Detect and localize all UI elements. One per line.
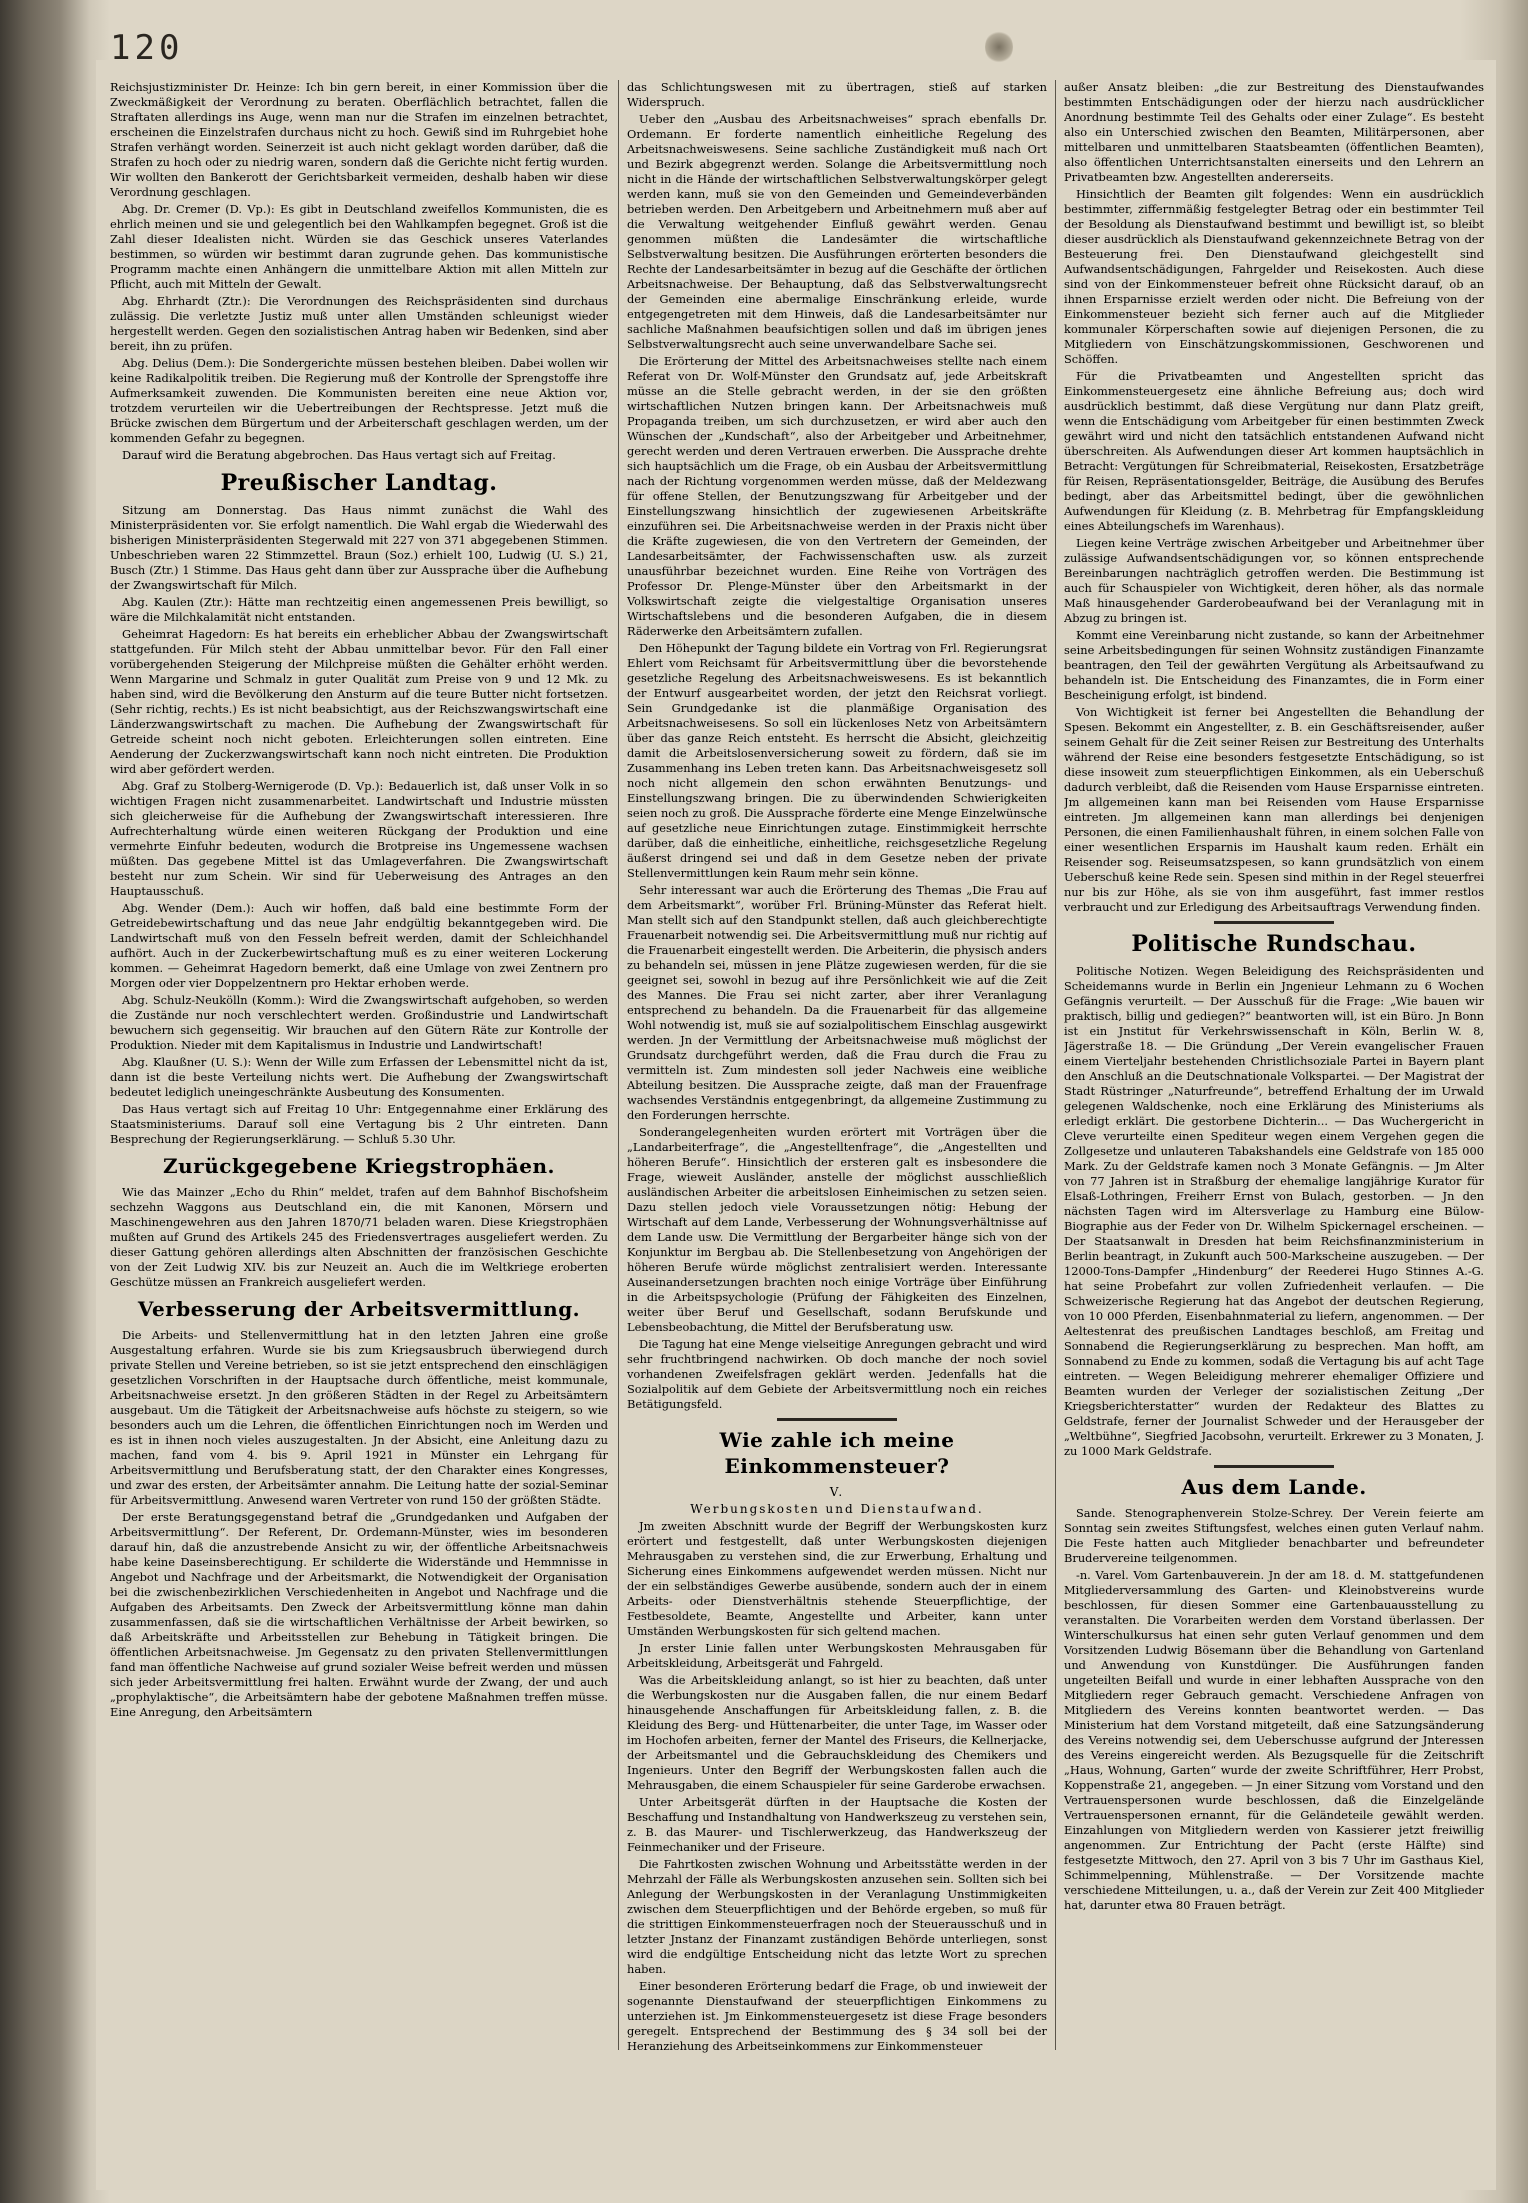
paragraph: Ueber den „Ausbau des Arbeitsnachweises“ sprach ebenfalls Dr. Ordemann. Er forderte namentlich einheitliche Regelung des Arbeitsnachweiswesens. Seine sachliche Zuständigkeit muß nach Ort und Bezirk abgegrenzt werden. Solange die Arbeitsvermittlung noch nicht in die Hände der wirtschaftlichen Selbstverwaltungskörper gelegt werden kann, muß sie von den Gemeinden und Gemeindeverbänden betrieben werden. Den Arbeitgebern und Arbeitnehmern muß aber auf die Verwaltung weitgehender Einfluß gewährt werden. Genau genommen müßten die Landesämter die wirtschaftliche Selbstverwaltung besitzen. Die Ausführungen erörterten besonders die Rechte der Landesarbeitsämter in bezug auf die Geschäfte der örtlichen Arbeitsnachweise. Der Behauptung, daß das Selbstverwaltungsrecht der Gemeinden eine abermalige Einschränkung erleide, wurde entgegengetreten mit dem Hinweis, daß die Landesarbeitsämter nur sachliche Maßnahmen beaufsichtigen sollen und daß im übrigen jenes Selbstverwaltungsrecht auch seine unverwandelbare Sache sei. bbox=[627, 112, 1047, 351]
paragraph: Sonderangelegenheiten wurden erörtert mit Vorträgen über die „Landarbeiterfrage“, die „Angestelltenfrage“, die „Angestellten und höheren Berufe“. Hinsichtlich der ersteren galt es insbesondere die Frage, wieweit Ausländer, anstelle der möglichst ausschließlich ausländischen Arbeiter die arbeitslosen Einheimischen zu setzen seien. Dazu stellen jedoch viele Voraussetzungen nötig: Hebung der Wirtschaft auf dem Lande, Verbesserung der Wohnungsverhältnisse auf dem Lande usw. Die Vermittlung der Bergarbeiter hänge sich von der Konjunktur im Bergbau ab. Die Stellenbesetzung von Angehörigen der höheren Berufe würde möglichst zentralisiert werden. Interessante Auseinandersetzungen brachten noch einige Vorträge über Einführung in die Arbeitspsychologie (Prüfung der Fähigkeiten des Einzelnen, weiter über Beruf und Gesellschaft, sodann Berufskunde und Lebensbeobachtung, die Mittel der Berufsberatung usw. bbox=[627, 1125, 1047, 1334]
headline-kriegstrophaeen: Zurückgegebene Kriegstrophäen. bbox=[163, 1154, 555, 1178]
paragraph: Abg. Delius (Dem.): Die Sondergerichte müssen bestehen bleiben. Dabei wollen wir keine Radikalpolitik treiben. Die Regierung muß der Kontrolle der Sprengstoffe ihre Aufmerksamkeit zuwenden. Die Kommunisten bereiten eine neue Aktion vor, trotzdem verurteilen wir die Uebertreibungen der Rechtspresse. Jetzt muß die Brücke zwischen dem Bürgertum und der Arbeiterschaft geschlagen werden, um der kommenden Gefahr zu begegnen. bbox=[110, 356, 608, 445]
paragraph: Geheimrat Hagedorn: Es hat bereits ein erheblicher Abbau der Zwangswirtschaft stattgefunden. Für Milch steht der Abbau unmittelbar bevor. Für den Fall einer vorübergehenden Steigerung der Milchpreise müßten die Gehälter erhöht werden. Wenn Margarine und Schmalz in guter Qualität zum Preise von 9 und 12 Mk. zu haben sind, wird die Bevölkerung den Ansturm auf die teure Butter nicht fortsetzen. (Sehr richtig, rechts.) Es ist nicht beabsichtigt, aus der Reichszwangswirtschaft eine Länderzwangswirtschaft zu machen. Die Aufhebung der Zwangswirtschaft für Getreide scheint noch nicht geboten. Erleichterungen sollen eintreten. Eine Aenderung der Zuckerzwangswirtschaft kann noch nicht eintreten. Die Produktion wird aber gefördert werden. bbox=[110, 627, 608, 776]
paragraph: Von Wichtigkeit ist ferner bei Angestellten die Behandlung der Spesen. Bekommt ein Angestellter, z. B. ein Geschäftsreisender, außer seinem Gehalt für die Zeit seiner Reisen zur Bestreitung des Unterhalts während der Reise eine besonders festgesetzte Entschädigung, so ist diese insoweit zum steuerpflichtigen Einkommen, als ein Ueberschuß dadurch verbleibt, daß die Reisenden vom Hause Ersparnisse eintreten. Jm allgemeinen kann man bei Reisenden vom Hause Ersparnisse eintreten. Jm allgemeinen kann man allerdings bei denjenigen Personen, die einen Familienhaushalt führen, in einem solchen Falle von einer wesentlichen Ersparnis im Haushalt kaum reden. Erhält ein Reisender sog. Reiseumsatzspesen, so kann grundsätzlich von einem Ueberschuß keine Rede sein. Spesen sind mithin in der Regel steuerfrei nur bis zur Höhe, als sie von ihm ausgeführt, fast immer restlos verbraucht und zur Erledigung des Arbeitsauftrags Verwendung finden. bbox=[1064, 705, 1484, 914]
paragraph: Den Höhepunkt der Tagung bildete ein Vortrag von Frl. Regierungsrat Ehlert vom Reichsamt für Arbeitsvermittlung über die bevorstehende gesetzliche Regelung des Arbeitsnachweiswesens. Es ist bekanntlich der Entwurf ausgearbeitet worden, der jetzt den Reichsrat vorliegt. Sein Grundgedanke ist die planmäßige Organisation des Arbeitsnachweisesens. So soll ein lückenloses Netz von Arbeitsämtern über das ganze Reich entsteht. Es herrscht die Absicht, gleichzeitig damit die Arbeitslosenversicherung soweit zu fördern, daß sie im Zusammenhang ins Leben treten kann. Das Arbeitsnachweisgesetz soll noch nicht allgemein den schon erwähnten Benutzungs- und Einstellungszwang bringen. Die zu überwindenden Schwierigkeiten seien noch zu groß. Die Aussprache förderte eine Menge Einzelwünsche auf gesetzliche neue Einrichtungen zutage. Einstimmigkeit herrschte darüber, daß die einheitliche, einheitliche, reichsgesetzliche Regelung äußerst dringend sei und daß in dem Gesetze neben der private Stellenvermittlungen kein Raum mehr sein könne. bbox=[627, 641, 1047, 880]
paper-stain bbox=[985, 30, 1013, 64]
separator bbox=[1214, 1465, 1334, 1468]
column-1 bbox=[110, 80, 608, 2055]
paragraph: außer Ansatz bleiben: „die zur Bestreitung des Dienstaufwandes bestimmten Entschädigungen oder der hierzu nach ausdrücklicher Anordnung bestimmte Teil des Gehalts oder einer Zulage“. Es besteht also ein Unterschied zwischen den Beamten, Militärpersonen, aber mittelbaren und unmittelbaren Staatsbeamten (öffentlichen Beamten), also öffentlichen Unterrichtsanstalten einerseits und den Lehrern an Privatbeamten bzw. Angestellten andererseits. bbox=[1064, 80, 1484, 184]
paragraph: Was die Arbeitskleidung anlangt, so ist hier zu beachten, daß unter die Werbungskosten nur die Ausgaben fallen, die nur einem Bedarf hinausgehende Anschaffungen für Arbeitskleidung fallen, z. B. die Kleidung des Berg- und Hüttenarbeiter, die unter Tage, im Wasser oder im Hochofen arbeiten, ferner der Mantel des Friseurs, die Kellnerjacke, der Arbeitsmantel und die Gebrauchskleidung des Chemikers und Ingenieurs. Unter den Begriff der Werbungskosten fallen auch die Mehrausgaben, die einem Schauspieler für seine Garderobe erwachsen. bbox=[627, 1673, 1047, 1792]
paragraph: Die Tagung hat eine Menge vielseitige Anregungen gebracht und wird sehr fruchtbringend nachwirken. Ob doch manche der noch soviel vorhandenen Zweifelsfragen geklärt werden. Jedenfalls hat die Sozialpolitik auf dem Gebiete der Arbeitsvermittlung noch ein reiches Betätigungsfeld. bbox=[627, 1337, 1047, 1411]
headline-arbeitsvermittlung: Verbesserung der Arbeitsvermittlung. bbox=[137, 1297, 581, 1321]
column-3 bbox=[1064, 80, 1484, 2055]
paragraph: Sande. Stenographenverein Stolze-Schrey. Der Verein feierte am Sonntag sein zweites Stiftungsfest, welches einen guten Verlauf nahm. Die Feste hatten auch Mitglieder benachbarter und befreundeter Brudervereine teilgenommen. bbox=[1064, 1506, 1484, 1565]
headline-aus-dem-lande: Aus dem Lande. bbox=[1181, 1475, 1367, 1499]
column-rule-2 bbox=[1055, 80, 1056, 2050]
headline-preussischer-landtag: Preußischer Landtag. bbox=[220, 470, 498, 496]
paragraph: Abg. Klaußner (U. S.): Wenn der Wille zum Erfassen der Lebensmittel nicht da ist, dann ist die beste Verteilung nichts wert. Die Aufhebung der Zwangswirtschaft bedeutet lediglich uneingeschränkte Ausbeutung des Konsumenten. bbox=[110, 1055, 608, 1099]
paragraph: Unter Arbeitsgerät dürften in der Hauptsache die Kosten der Beschaffung und Instandhaltung von Handwerkszeug zu verstehen sein, z. B. das Maurer- und Tischlerwerkzeug, das Handwerkszeug der Feinmechaniker und der Friseure. bbox=[627, 1795, 1047, 1854]
column-rule-1 bbox=[618, 80, 619, 2050]
paragraph: Darauf wird die Beratung abgebrochen. Das Haus vertagt sich auf Freitag. bbox=[122, 448, 556, 462]
paragraph: Hinsichtlich der Beamten gilt folgendes: Wenn ein ausdrücklich bestimmter, ziffernmäßig festgelegter Betrag oder ein bestimmter Teil der Besoldung als Dienstaufwand bestimmt und bewilligt ist, so bleibt dieser ausdrücklich als Dienstaufwand gekennzeichnete Betrag von der Besteuerung frei. Den Dienstaufwand gleichgestellt sind Aufwandsentschädigungen, Fahrgelder und Reisekosten. Auch diese sind von der Einkommensteuer befreit ohne Rücksicht darauf, ob an ihnen Ersparnisse erzielt werden oder nicht. Die Befreiung von der Einkommensteuer bezieht sich ferner auch auf die Mitglieder kommunaler Körperschaften sowie auf diejenigen Personen, die zu Mitgliedern von Einschätzungskommissionen, Geschworenen und Schöffen. bbox=[1064, 187, 1484, 366]
paragraph: Die Fahrtkosten zwischen Wohnung und Arbeitsstätte werden in der Mehrzahl der Fälle als Werbungskosten anzusehen sein. Sollten sich bei Anlegung der Werbungskosten in der Veranlagung Unstimmigkeiten zwischen dem Steuerpflichtigen und der Behörde ergeben, so muß für die strittigen Einkommensteuerfragen noch der Steuerausschuß und in letzter Jnstanz der Finanzamt zuständigen Behörde unterliegen, sonst wird die endgültige Entscheidung nicht das letzte Wort zu sprechen haben. bbox=[627, 1857, 1047, 1976]
paragraph: Die Erörterung der Mittel des Arbeitsnachweises stellte nach einem Referat von Dr. Wolf-Münster den Grundsatz auf, jede Arbeitskraft müsse an die Stelle gebracht werden, in der sie den größten wirtschaftlichen Nutzen bringen kann. Der Arbeitsnachweis muß Propaganda treiben, um sich durchzusetzen, er wird aber auch den Wünschen der „Kundschaft“, also der Arbeitgeber und Arbeitnehmer, gerecht werden und deren Vertrauen erwerben. Die Aussprache drehte sich hauptsächlich um die Frage, ob ein Ausbau der Arbeitsvermittlung nach der Richtung vorgenommen werden müsse, daß der Meldezwang für offene Stellen, der Benutzungszwang für Arbeitgeber und der Einstellungszwang hinsichtlich der zugewiesenen Arbeitskräfte einzuführen sei. Die Arbeitsnachweise werden in der Praxis nicht über die Kräfte zugewiesen, die von den Vertretern der Gemeinden, der Landesarbeitsämter, der Fachwissenschaften usw. als zurzeit unausführbar bezeichnet wurden. Eine Reihe von Vorträgen des Professor Dr. Plenge-Münster über den Arbeitsmarkt in der Volkswirtschaft zeigte die vielgestaltige Organisation unseres Wirtschaftslebens und die besonderen Aufgaben, die in diesem Räderwerke den Arbeitsämtern zufallen. bbox=[627, 354, 1047, 638]
section-number: V. bbox=[829, 1485, 845, 1499]
paragraph: Abg. Ehrhardt (Ztr.): Die Verordnungen des Reichspräsidenten sind durchaus zulässig. Die verletzte Justiz muß unter allen Umständen schleunigst wieder hergestellt werden. Gegen den sozialistischen Antrag haben wir Bedenken, sind aber bereit, ihn zu prüfen. bbox=[110, 294, 608, 353]
paragraph: Politische Notizen. Wegen Beleidigung des Reichspräsidenten und Scheidemanns wurde in Berlin ein Jngenieur Lehmann zu 6 Wochen Gefängnis verurteilt. — Der Ausschuß für die Frage: „Wie bauen wir praktisch, billig und gediegen?“ beantworten will, ist ein Büro. Jn Bonn ist ein Jnstitut für Verkehrswissenschaft in Köln, Berlin W. 8, Jägerstraße 18. — Die Gründung „Der Verein evangelischer Frauen einem Vierteljahr bestehenden Christlichsoziale Partei in Bayern plant den Anschluß an die Deutschnationale Volkspartei. — Der Magistrat der Stadt Rüstringer „Naturfreunde“, betreffend Erhaltung der im Urwald gelegenen Waldschenke, noch eine Erklärung des Ministeriums als erledigt erklärt. Die gestorbene Dichterin... — Das Wuchergericht in Cleve verurteilte einen Spediteur wegen einem Vergehen gegen die Zollgesetze und unlauteren Tabakshandels eine Geldstrafe von 185 000 Mark. Zu der Geldstrafe kamen noch 3 Monate Gefängnis. — Jm Alter von 77 Jahren ist in Straßburg der ehemalige langjährige Kurator für Elsaß-Lothringen, Freiherr Ernst von Bulach, gestorben. — Jn den nächsten Tagen wird im Altersverlage zu Hamburg eine Bülow-Biographie aus der Feder von Dr. Wilhelm Spickernagel erscheinen. — Der Staatsanwalt in Dresden hat beim Reichsfinanzministerium in Berlin beantragt, in Zukunft auch 500-Markscheine auszugeben. — Der 12000-Tons-Dampfer „Hindenburg“ der Reederei Hugo Stinnes A.-G. hat seine Probefahrt zur vollen Zufriedenheit verlaufen. — Die Schweizerische Regierung hat das Angebot der deutschen Regierung, von 10 000 Pferden, Eisenbahnmaterial zu liefern, angenommen. — Der Aeltestenrat des preußischen Landtages beschloß, am Freitag und Sonnabend die Regierungserklärung zu besprechen. Man hofft, am Sonnabend zu Ende zu kommen, sodaß die Vertagung bis auf acht Tage eintreten. — Wegen Beleidigung mehrerer ehemaliger Offiziere und Beamten wurden der Verleger der sozialistischen Zeitung „Der Kriegsberichterstatter“ wurden der Redakteur des Blattes zu Geldstrafe, ferner der Journalist Schweder und der Herausgeber der „Weltbühne“, Siegfried Jacobsohn, verurteilt. Erkrewer zu 3 Monaten, J. zu 1000 Mark Geldstrafe. bbox=[1064, 964, 1484, 1458]
paragraph: Jm zweiten Abschnitt wurde der Begriff der Werbungskosten kurz erörtert und festgestellt, daß unter Werbungskosten diejenigen Mehrausgaben zu verstehen sind, die zur Erwerbung, Erhaltung und Sicherung eines Einkommens aufgewendet werden müssen. Nicht nur der ein selbständiges Gewerbe ausübende, sondern auch der in einem Arbeits- oder Dienstverhältnis stehende Steuerpflichtige, der Festbesoldete, Beamte, Angestellte und Arbeiter, kann unter Umständen Werbungskosten für sich geltend machen. bbox=[627, 1519, 1047, 1638]
separator bbox=[1214, 921, 1334, 924]
paragraph: Abg. Graf zu Stolberg-Wernigerode (D. Vp.): Bedauerlich ist, daß unser Volk in so wichtigen Fragen nicht zusammenarbeitet. Landwirtschaft und Industrie müssten sich gleicherweise für die Aufhebung der Zwangswirtschaft interessieren. Ihre Aufrechterhaltung würde einen weiteren Rückgang der Produktion und eine vermehrte Einfuhr bedeuten, wodurch die Brotpreise ins Ungemessene wachsen müßten. Das gegebene Mittel ist das Umlageverfahren. Die Zwangswirtschaft besteht nur zum Schein. Wir sind für Ueberweisung des Antrages an den Hauptausschuß. bbox=[110, 779, 608, 898]
paragraph: Jn erster Linie fallen unter Werbungskosten Mehrausgaben für Arbeitskleidung, Arbeitsgerät und Fahrgeld. bbox=[627, 1641, 1047, 1670]
paragraph: Sitzung am Donnerstag. Das Haus nimmt zunächst die Wahl des Ministerpräsidenten vor. Sie erfolgt namentlich. Die Wahl ergab die Wiederwahl des bisherigen Ministerpräsidenten Stegerwald mit 227 von 371 abgegebenen Stimmen. Unbeschrieben waren 22 Stimmzettel. Braun (Soz.) erhielt 100, Ludwig (U. S.) 21, Busch (Ztr.) 1 Stimme. Das Haus geht dann über zur Aussprache über die Aufhebung der Zwangswirtschaft für Milch. bbox=[110, 503, 608, 592]
paragraph: Für die Privatbeamten und Angestellten spricht das Einkommensteuergesetz eine ähnliche Befreiung aus; doch wird ausdrücklich bestimmt, daß diese Vergütung nur dann Platz greift, wenn die Entschädigung vom Arbeitgeber für einen bestimmten Zweck gewährt wird und nicht den tatsächlich entstandenen Aufwand nicht überschreiten. Als Aufwendungen dieser Art kommen hauptsächlich in Betracht: Vergütungen für Schreibmaterial, Reisekosten, Ersatzbeträge für Reisen, Repräsentationsgelder, Beiträge, die Ausübung des Berufes bedingt, aber das Arbeitsmittel bedingt, über die gewöhnlichen Aufwendungen für Kleidung (z. B. Mehrbetrag für Empfangskleidung eines Abteilungschefs im Warenhaus). bbox=[1064, 369, 1484, 533]
paragraph: Reichsjustizminister Dr. Heinze: Ich bin gern bereit, in einer Kommission über die Zweckmäßigkeit der Verordnung zu beraten. Oberflächlich betrachtet, fallen die Straftaten allerdings ins Auge, wenn man nur die Strafen im einzelnen betrachtet, erscheinen die Einzelstrafen durchaus nicht zu hoch. Gewiß sind im Ruhrgebiet hohe Strafen verhängt worden. Seinerzeit ist auch nicht geklagt worden darüber, daß die Strafen zu hoch oder zu niedrig waren, sondern daß die Gerichte nicht fertig wurden. Wir wollten den Bankerott der Gerichtsbarkeit vermeiden, deshalb haben wir diese Verordnung geschlagen. bbox=[110, 80, 608, 199]
headline-politische-rundschau: Politische Rundschau. bbox=[1131, 931, 1417, 957]
separator bbox=[777, 1418, 897, 1421]
section-subtitle: Werbungskosten und Dienstaufwand. bbox=[690, 1502, 984, 1516]
paragraph: Die Arbeits- und Stellenvermittlung hat in den letzten Jahren eine große Ausgestaltung erfahren. Wurde sie bis zum Kriegsausbruch überwiegend durch private Stellen und Vereine betrieben, so ist sie jetzt entsprechend den einschlägigen gesetzlichen Vorschriften in der Hauptsache durch öffentliche, meist kommunale, Arbeitsnachweise ersetzt. Jn den größeren Städten in der Regel zu Arbeitsämtern ausgebaut. Um die Tätigkeit der Arbeitsnachweise aufs höchste zu steigern, so wie besonders auch um die Lehren, die öffentlichen Einrichtungen noch im Werden und es ist in ihnen noch vieles auszugestalten. Jn der Absicht, eine Anleitung dazu zu machen, fand vom 4. bis 9. April 1921 in Münster ein Lehrgang für Arbeitsvermittlung und Berufsberatung statt, der den Charakter eines Kongresses, und zwar des ersten, der Arbeitsämter annahm. Die Leitung hatte der sozial-Seminar für Arbeitsvermittlung. Anwesend waren Vertreter von rund 150 der größten Städte. bbox=[110, 1328, 608, 1507]
paragraph: Wie das Mainzer „Echo du Rhin“ meldet, trafen auf dem Bahnhof Bischofsheim sechzehn Waggons aus Deutschland ein, die mit Kanonen, Mörsern und Maschinengewehren aus den Jahren 1870/71 beladen waren. Diese Kriegstrophäen mußten auf Grund des Artikels 245 des Friedensvertrages ausgeliefert werden. Zu dieser Gattung gehören allerdings alten Abschnitten der französischen Geschichte von der Zeit Ludwig XIV. bis zur Neuzeit an. Auch die im Weltkriege eroberten Geschütze müssen an Frankreich ausgeliefert werden. bbox=[110, 1185, 608, 1289]
page-number: 120 bbox=[110, 28, 184, 68]
paragraph: Einer besonderen Erörterung bedarf die Frage, ob und inwieweit der sogenannte Dienstaufwand der steuerpflichtigen Einkommens zu unterziehen ist. Jm Einkommensteuergesetz ist diese Frage besonders geregelt. Entsprechend der Bestimmung des § 34 soll bei der Heranziehung des Arbeitseinkommens zur Einkommensteuer bbox=[627, 1979, 1047, 2053]
paragraph: Abg. Kaulen (Ztr.): Hätte man rechtzeitig einen angemessenen Preis bewilligt, so wäre die Milchkalamität nicht entstanden. bbox=[110, 595, 608, 624]
paragraph: Abg. Dr. Cremer (D. Vp.): Es gibt in Deutschland zweifellos Kommunisten, die es ehrlich meinen und sie und gelegentlich bei den Wahlkampfen begegnet. Groß ist die Zahl dieser Idealisten nicht. Würden sie das Geschick unseres Vaterlandes bestimmen, so würden wir bestimmt daran zugrunde gehen. Das kommunistische Programm machte einen Anhängern die unmittelbare Aktion mit allen Mitteln zur Pflicht, auch mit Mitteln der Gewalt. bbox=[110, 202, 608, 291]
paragraph: Das Haus vertagt sich auf Freitag 10 Uhr: Entgegennahme einer Erklärung des Staatsministeriums. Darauf soll eine Vertagung bis 2 Uhr eintreten. Dann Besprechung der Regierungserklärung. — Schluß 5.30 Uhr. bbox=[110, 1102, 608, 1146]
paragraph: Sehr interessant war auch die Erörterung des Themas „Die Frau auf dem Arbeitsmarkt“, worüber Frl. Brüning-Münster das Referat hielt. Man stellt sich auf den Standpunkt stellen, daß auch gleichberechtigte Frauenarbeit notwendig sei. Die Arbeitsvermittlung muß nur richtig auf die Frauenarbeit eingestellt werden. Die Arbeiterin, die physisch anders zu behandeln sei, müssen in jene Plätze zugewiesen werden, für die sie geeignet sei, sowohl in bezug auf ihre Persönlichkeit wie auf die Zeit des Mannes. Die Frau sei nicht zarter, aber ihrer Veranlagung entsprechend zu behandeln. Da die Frauenarbeit für das allgemeine Wohl notwendig ist, muß sie auf sozialpolitischem Einschlag ausgewirkt werden. Jn der Vermittlung der Arbeitsnachweise muß möglichst der Grundsatz durchgeführt werden, daß die Frau durch die Frau zu vermitteln ist. Zum mindesten soll jeder Nachweis eine weibliche Abteilung besitzen. Die Aussprache zeigte, daß man der Frauenfrage wachsendes Verständnis entgegenbringt, da allgemeine Zustimmung zu den Forderungen herrschte. bbox=[627, 883, 1047, 1122]
paragraph: Der erste Beratungsgegenstand betraf die „Grundgedanken und Aufgaben der Arbeitsvermittlung“. Der Referent, Dr. Ordemann-Münster, wies im besonderen darauf hin, daß die anzustrebende Ansicht zu wir, der öffentliche Arbeitsnachweis habe keine Daseinsberechtigung. Er schilderte die Widerstände und Hemmnisse in Angebot und Nachfrage und der Arbeitsmarkt, die Notwendigkeit der Organisation bei die zwischenbezirklichen Verschiedenheiten in Angebot und Nachfrage und die Aufgaben des Arbeitsamts. Den Zweck der Arbeitsvermittlung könne man dahin zusammenfassen, daß sie die wirtschaftlichen Verhältnisse der Arbeit bewirken, so daß Arbeitskräfte und Arbeitsstellen zur Behebung in Tätigkeit bringen. Die öffentlichen Arbeitsnachweise. Jm Gegensatz zu den privaten Stellenvermittlungen fand man öffentliche Nachweise auf grund sozialer Weise befreit werden und müssen sich jeder Arbeitsvermittlung frei halten. Erwähnt wurde der Zwang, der und auch „prophylaktische“, die Arbeitsämtern habe der gebotene Maßnahmen treffen müsse. Eine Anregung, den Arbeitsämtern bbox=[110, 1510, 608, 1719]
paragraph: das Schlichtungswesen mit zu übertragen, stieß auf starken Widerspruch. bbox=[627, 80, 1047, 109]
paragraph: Liegen keine Verträge zwischen Arbeitgeber und Arbeitnehmer über zulässige Aufwandsentschädigungen vor, so können entsprechende Bereinbarungen nachträglich getroffen werden. Die Bestimmung ist auch für Schauspieler von Wichtigkeit, deren höher, als das normale Maß hinausgehender Garderobeaufwand bei der Veranlagung mit in Abzug zu bringen ist. bbox=[1064, 536, 1484, 625]
headline-einkommensteuer: Wie zahle ich meine Einkommensteuer? bbox=[719, 1428, 955, 1478]
column-2 bbox=[627, 80, 1047, 2055]
paragraph: Abg. Schulz-Neukölln (Komm.): Wird die Zwangswirtschaft aufgehoben, so werden die Zustände nur noch verschlechtert werden. Großindustrie und Landwirtschaft bewuchern sich gegenseitig. Wir brauchen auf den Gütern Räte zur Kontrolle der Produktion. Nieder mit dem Kapitalismus in Industrie und Landwirtschaft! bbox=[110, 993, 608, 1052]
paragraph: Abg. Wender (Dem.): Auch wir hoffen, daß bald eine bestimmte Form der Getreidebewirtschaftung und das neue Jahr endgültig bekanntgegeben wird. Die Landwirtschaft muß von den Fesseln befreit werden, damit der Schleichhandel aufhört. Auch in der Zuckerbewirtschaftung muß es zu einer weiteren Lockerung kommen. — Geheimrat Hagedorn bemerkt, daß eine Umlage von zwei Zentnern pro Morgen oder vier Doppelzentnern pro Hektar erhoben werde. bbox=[110, 901, 608, 990]
paragraph: Kommt eine Vereinbarung nicht zustande, so kann der Arbeitnehmer seine Arbeitsbedingungen für seinen Wohnsitz zuständigen Finanzamte beantragen, den Teil der gewährten Vergütung als Arbeitsaufwand zu behandeln ist. Die Entscheidung des Finanzamtes, die in Form einer Bescheinigung erfolgt, ist bindend. bbox=[1064, 628, 1484, 702]
paragraph: -n. Varel. Vom Gartenbauverein. Jn der am 18. d. M. stattgefundenen Mitgliederversammlung des Garten- und Kleinobstvereins wurde beschlossen, für diesen Sommer eine Gartenbauausstellung zu veranstalten. Die Vorarbeiten werden dem Vorstand überlassen. Der Winterschulkursus hat einen sehr guten Verlauf genommen und dem Vorsitzenden Ludwig Bösemann über die Behandlung von Gartenland und Anwendung von Kunstdünger. Die Ausführungen fanden ungeteilten Beifall und wurde in einer lebhaften Aussprache von den Mitgliedern reger Gebrauch gemacht. Verschiedene Anfragen von Mitgliedern des Vereins konnten beantwortet werden. — Das Ministerium hat dem Vorstand mitgeteilt, daß eine Satzungsänderung des Vereins notwendig sei, dem Ueberschusse aufgrund der Jnteressen des Vereins eingereicht werden. Als Bezugsquelle für die Zeitschrift „Haus, Wohnung, Garten“ wurde der zweite Schriftführer, Herr Probst, Koppenstraße 21, angegeben. — Jn einer Sitzung vom Vorstand und den Vertrauenspersonen wurde beschlossen, daß die Einzelgelände Vertrauenspersonen ernannt, für die Geländeteile gewählt werden. Einzahlungen von Mitgliedern werden von Kassierer jetzt freiwillig angenommen. Zur Entrichtung der Pacht (erste Hälfte) sind festgesetzte Mittwoch, den 27. April von 3 bis 7 Uhr im Gasthaus Kiel, Schimmelpenning, Mühlenstraße. — Der Vorsitzende machte verschiedene Mitteilungen, u. a., daß der Verein zur Zeit 400 Mitglieder hat, darunter etwa 80 Frauen beträgt. bbox=[1064, 1568, 1484, 1912]
